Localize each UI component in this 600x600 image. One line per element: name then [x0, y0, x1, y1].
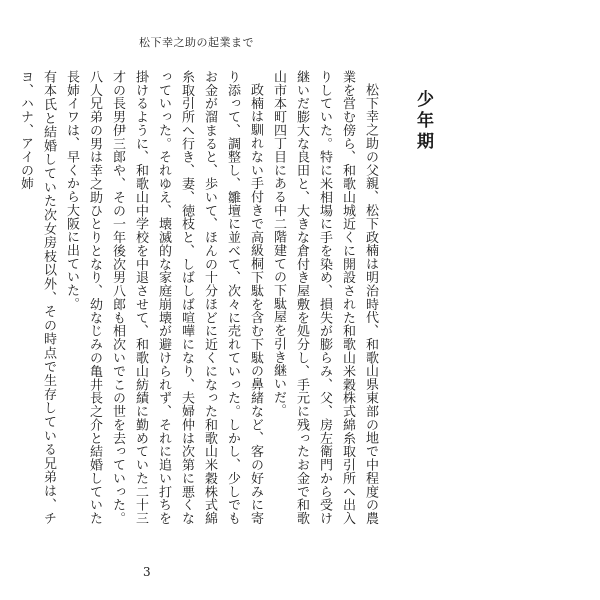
paragraph-3: 有本氏と結婚していた次女房枝以外、その時点で生存している兄弟は、チヨ、ハナ、アイの姉 — [18, 70, 56, 525]
body-text — [18, 70, 382, 525]
chapter-title: 少年期 — [413, 90, 433, 153]
page-number: 3 — [143, 565, 151, 579]
paragraph-2: 政楠は馴れない手付きで高級桐下駄を含む下駄の鼻緒など、客の好みに寄り添って、調整し、雛壇に並べて、次々に売れていった。しかし、少しでもお金が溜まると、歩いて、ほんの十分ほどに近くになった和歌山米穀株式綿糸取引所へ行き、妻、徳枝と、しばしば喧嘩になり、夫婦仲は次第に悪くなっていった。それゆえ、壊滅的な家庭崩壊が避けられず、それに追い打ちを掛けるように、和歌山中学校を中退させて、和歌山紡績に勤めていた二十三才の長男伊三郎や、その一年後次男八郎も相次いでこの世を去っていった。八人兄弟の男は幸之助ひとりとなり、幼なじみの亀井長之介と結婚していた長姉イワは、早くから大阪に出ていた。 — [64, 70, 263, 525]
running-header: 松下幸之助の起業まで — [139, 36, 254, 49]
paragraph-1: 松下幸之助の父親、松下政楠は明治時代、和歌山県東部の地で中程度の農業を営む傍ら、和歌山城近くに開設された和歌山米穀株式綿糸取引所へ出入りしていた。特に米相場に手を染め、損失が膨らみ、父、房左衛門から受け継いだ膨大な良田と、大きな倉付き屋敷を処分し、手元に残ったお金で和歌山市本町四丁目にある中二階建ての下駄屋を引き継いだ。 — [271, 70, 378, 525]
